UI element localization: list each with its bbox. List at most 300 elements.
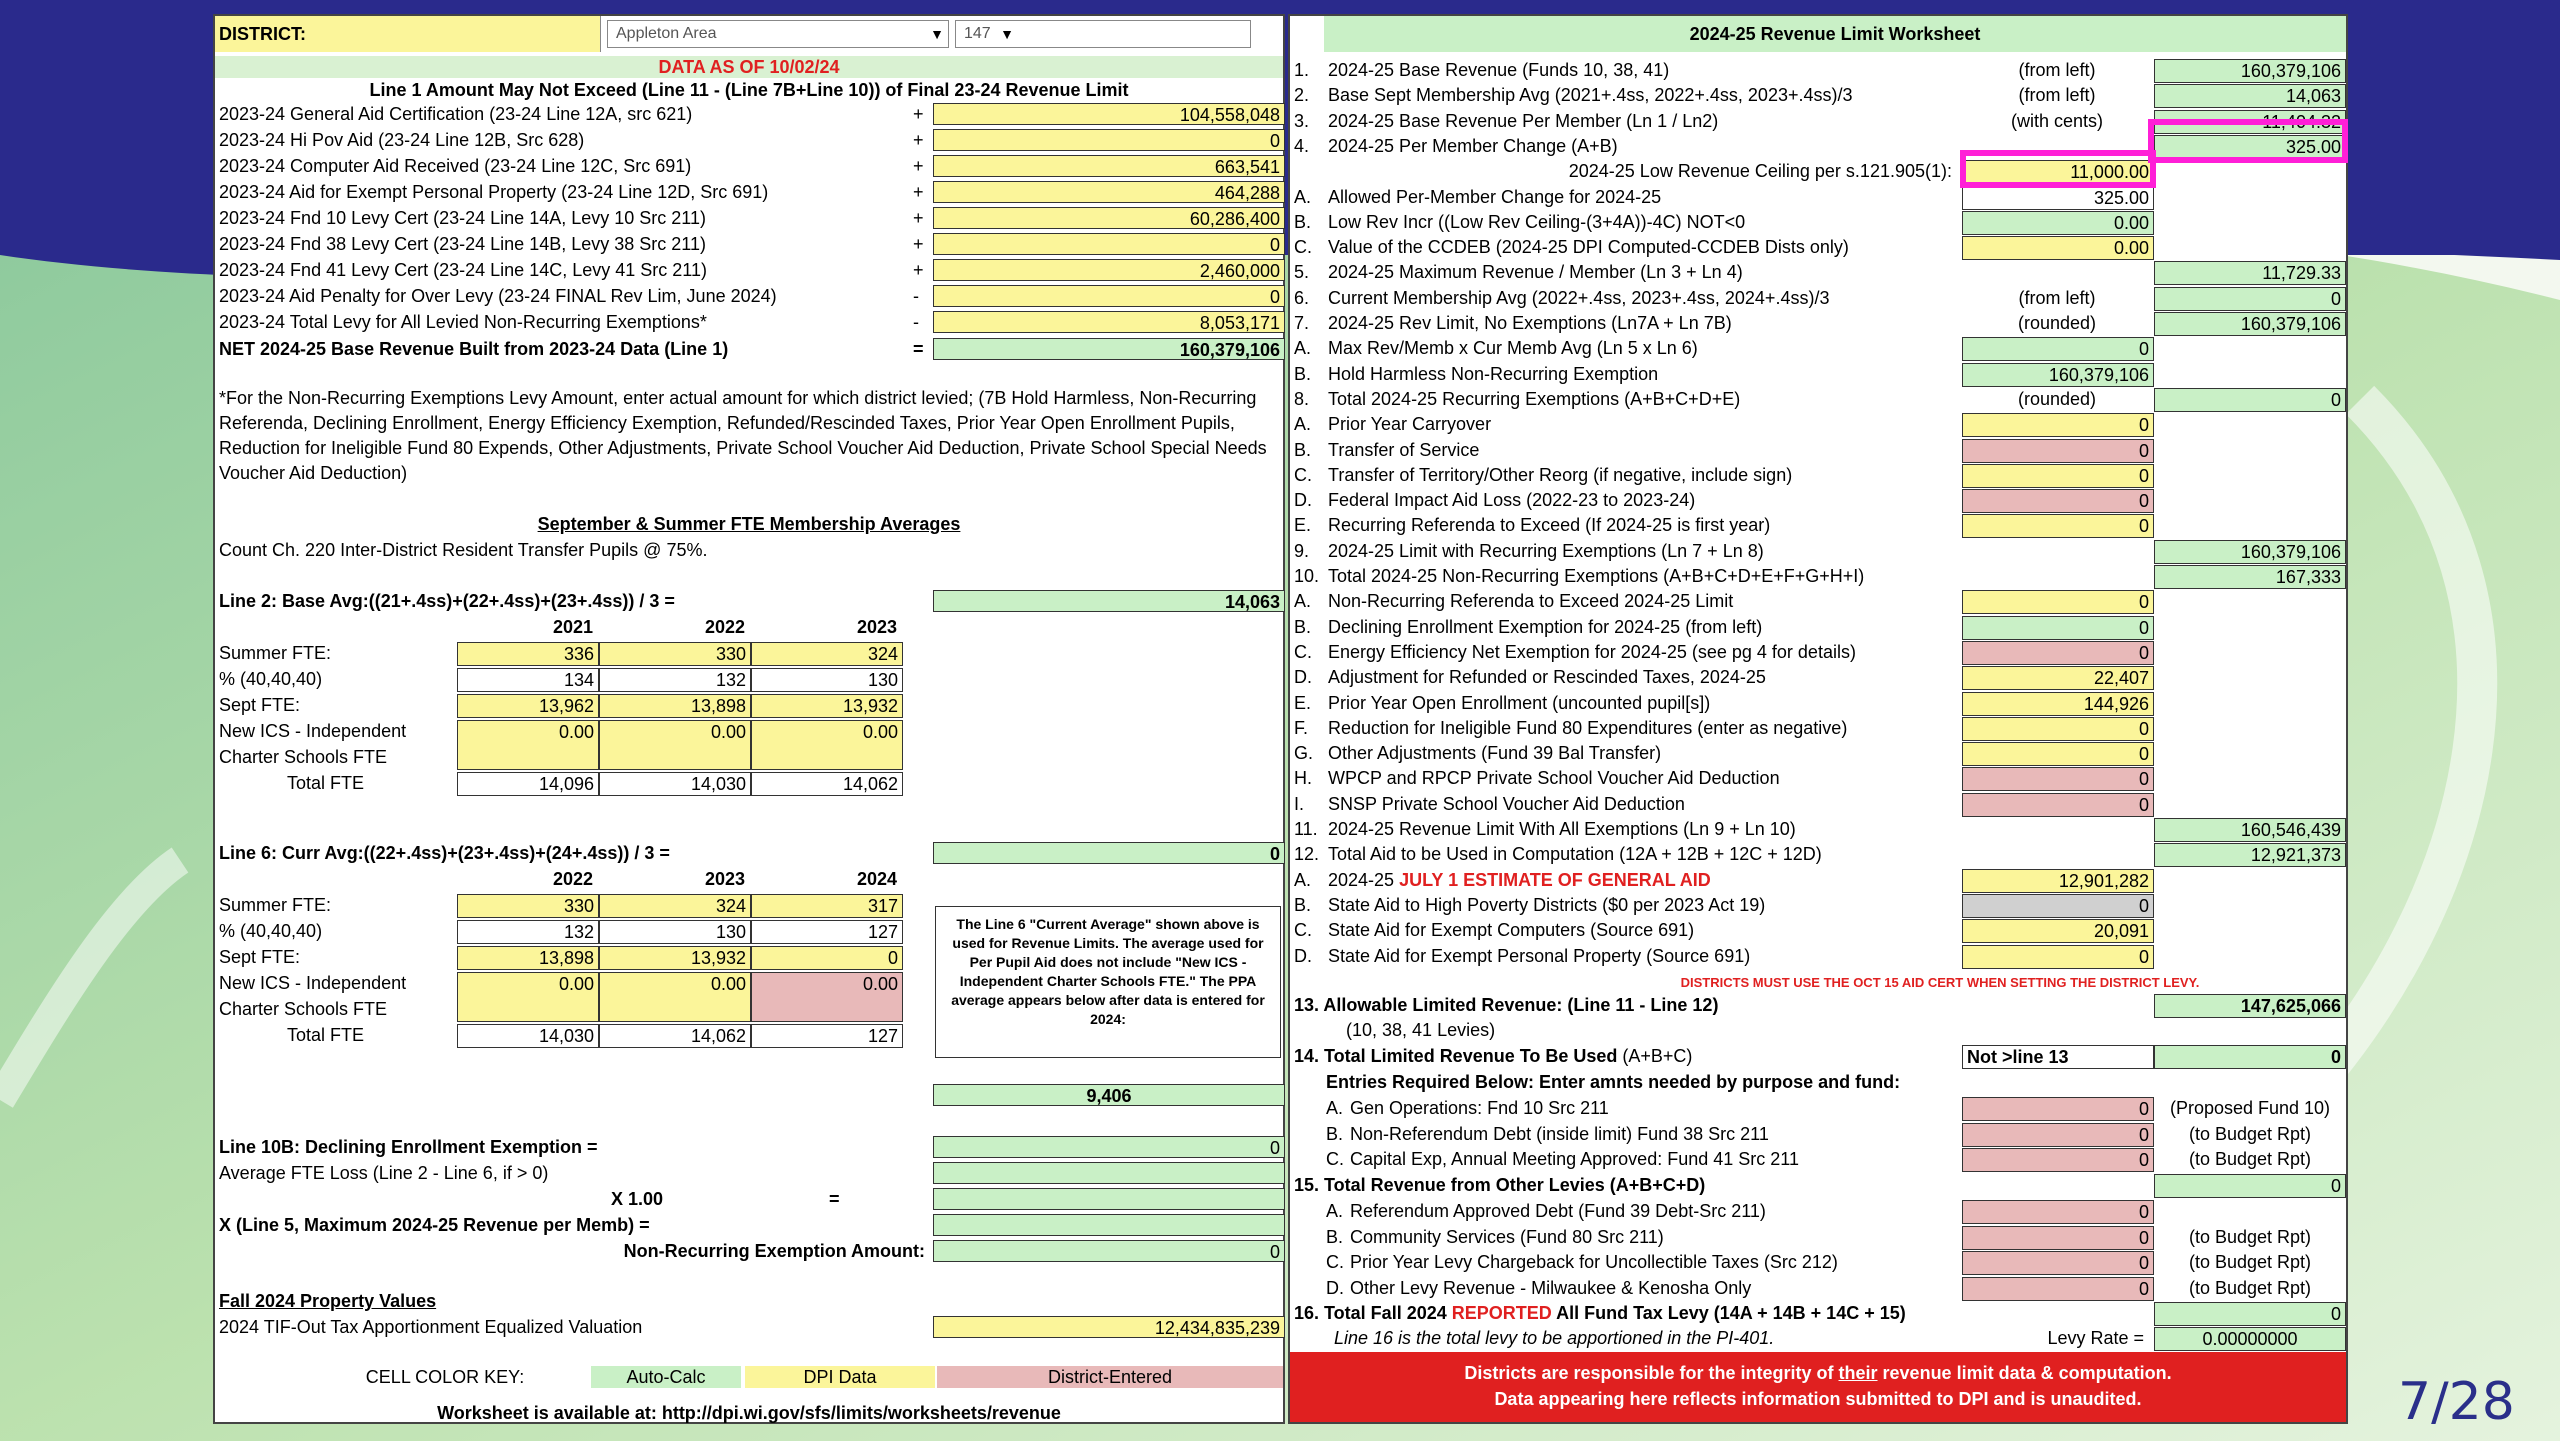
fte-cell-sept[interactable]: 13,898 <box>457 946 599 970</box>
fte-row-label: Total FTE <box>287 773 365 793</box>
line16-label-b: All Fund Tax Levy (14A + 14B + 14C + 15) <box>1551 1303 1906 1323</box>
line1-row-value[interactable]: 663,541 <box>933 155 1285 177</box>
line13-sub: (10, 38, 41 Levies) <box>1346 1020 1496 1040</box>
right-row-label <box>1328 692 1710 714</box>
fte-cell-summer[interactable]: 330 <box>599 642 751 666</box>
right-row-num: 11. <box>1294 819 1318 839</box>
avg-loss-label: Average FTE Loss (Line 2 - Line 6, if > 0) <box>219 1163 549 1183</box>
right-row-label-red: JULY 1 ESTIMATE OF GENERAL AID <box>1399 869 1711 890</box>
line6-label: Line 6: Curr Avg:((22+.4ss)+(23+.4ss)+(24+.4ss)) / 3 = <box>219 843 670 863</box>
right-row-num: G. <box>1294 743 1314 764</box>
fte-cell-summer[interactable]: 324 <box>599 894 751 918</box>
right-row-num: 4. <box>1294 135 1310 156</box>
right-row-label-text: Hold Harmless Non-Recurring Exemption <box>1328 363 1659 384</box>
right-row-label <box>1328 666 1766 688</box>
sub-row-num: A. <box>1326 1098 1344 1118</box>
right-row-num: B. <box>1294 894 1312 915</box>
right-row-label <box>1328 742 1661 764</box>
right-row-label-text: 2024-25 Per Member Change (A+B) <box>1328 135 1618 156</box>
sub-row-num: D. <box>1326 1277 1344 1298</box>
right-row-midvalue[interactable]: 0.00 <box>1962 236 2154 260</box>
right-row-label-text: 2024-25 Revenue Limit With All Exemptions (Ln 9 + Ln 10) <box>1328 819 1796 839</box>
page-number: 7/28 <box>2398 1372 2515 1432</box>
right-row-label <box>1328 945 1750 967</box>
right-row-label <box>1328 337 1698 359</box>
color-key-auto: Auto-Calc <box>591 1366 741 1388</box>
line1-row-label: 2023-24 Total Levy for All Levied Non-Recurring Exemptions* <box>219 312 707 332</box>
fte-cell-ics[interactable]: 0.00 <box>751 972 903 1022</box>
fall-title: Fall 2024 Property Values <box>219 1291 437 1311</box>
right-row-label <box>1328 641 1856 663</box>
right-row-midvalue[interactable]: 11,000.00 <box>1962 160 2154 184</box>
right-row-num: E. <box>1294 515 1312 536</box>
fte-count-note: Count Ch. 220 Inter-District Resident Transfer Pupils @ 75%. <box>219 540 708 560</box>
chevron-down-icon: ▼ <box>1000 26 1014 42</box>
right-row-midvalue: 0 <box>1962 337 2154 361</box>
fte-cell-summer[interactable]: 336 <box>457 642 599 666</box>
fte-year-header: 2022 <box>552 869 593 889</box>
line1-row-sign: + <box>913 182 924 202</box>
sub-row-num: B. <box>1326 1123 1344 1144</box>
right-row-label <box>1328 135 1618 157</box>
right-row-label-text: State Aid for Exempt Computers (Source 691) <box>1328 920 1695 941</box>
right-row-note: (from left) <box>2018 287 2096 308</box>
right-row-label <box>1328 261 1743 283</box>
highlight-low-revenue-ceiling <box>1960 150 2156 188</box>
fte-row-label: Charter Schools FTE <box>219 999 388 1019</box>
right-row-midvalue[interactable]: 0 <box>1962 641 2154 665</box>
fte-cell-ics[interactable]: 0.00 <box>457 720 599 770</box>
fte-cell-total: 14,062 <box>751 772 903 796</box>
district-code-dropdown[interactable] <box>955 20 1251 48</box>
fte-year-header: 2024 <box>856 869 897 889</box>
fte-row-label: Sept FTE: <box>219 947 301 967</box>
color-key-district: District-Entered <box>937 1366 1283 1388</box>
district-code-value: 147 <box>964 25 991 42</box>
right-row-midvalue[interactable]: 0 <box>1962 590 2154 614</box>
right-row-label-text: 2024-25 Limit with Recurring Exemptions (Ln 7 + Ln 8) <box>1328 540 1764 561</box>
color-key-dpi: DPI Data <box>745 1366 935 1388</box>
right-row-label-text: WPCP and RPCP Private School Voucher Aid Deduction <box>1328 768 1780 789</box>
right-row-label-text: Base Sept Membership Avg (2021+.4ss, 2022+.4ss, 2023+.4ss)/3 <box>1328 85 1853 106</box>
right-row-midvalue[interactable]: 12,901,282 <box>1962 869 2154 893</box>
line16-label-a: 16. Total Fall 2024 <box>1294 1303 1452 1323</box>
sub-row-num: A. <box>1326 1201 1344 1221</box>
fte-cell-summer[interactable]: 324 <box>751 642 903 666</box>
line1-row-sign: + <box>913 260 924 280</box>
right-row-note: (from left) <box>2018 85 2096 106</box>
fte-row-label: Summer FTE: <box>219 895 332 915</box>
right-row-num: A. <box>1294 591 1312 612</box>
right-row-value: 160,379,106 <box>2154 540 2346 564</box>
line1-row-value[interactable]: 104,558,048 <box>933 103 1285 125</box>
line1-row-label: 2023-24 Aid Penalty for Over Levy (23-24 FINAL Rev Lim, June 2024) <box>219 286 777 306</box>
footer-line1-a: Districts are responsible for the integrity of <box>1464 1363 1839 1383</box>
fte-row-label: Summer FTE: <box>219 643 332 663</box>
right-row-num: C. <box>1294 641 1312 662</box>
right-row-label <box>1328 919 1694 941</box>
line13-label: 13. Allowable Limited Revenue: (Line 11 - Line 12) <box>1294 995 1719 1015</box>
line1-row-value[interactable]: 0 <box>933 233 1285 255</box>
right-row-num: 1. <box>1294 60 1310 80</box>
right-row-value: 167,333 <box>2154 565 2346 589</box>
right-row-midvalue[interactable]: 0 <box>1962 945 2154 969</box>
right-row-num: D. <box>1294 490 1312 511</box>
line1-row-sign: + <box>913 130 924 150</box>
ppa-value: 9,406 <box>933 1084 1285 1106</box>
x100-value <box>933 1188 1285 1210</box>
district-dropdown[interactable] <box>607 20 949 48</box>
sub-row-value[interactable]: 0 <box>1962 1226 2154 1250</box>
line1-row-sign: - <box>913 312 919 332</box>
right-row-num: A. <box>1294 186 1312 207</box>
fte-year-header: 2023 <box>704 869 745 889</box>
right-row-midvalue[interactable]: 0 <box>1962 489 2154 513</box>
line14-label: 14. Total Limited Revenue To Be Used <box>1294 1046 1618 1066</box>
right-row-num: 2. <box>1294 85 1310 106</box>
worksheet-url[interactable]: Worksheet is available at: http://dpi.wi.gov/sfs/limits/worksheets/revenue <box>437 1403 1061 1423</box>
line1-row-label: 2023-24 Computer Aid Received (23-24 Line 12C, Src 691) <box>219 156 692 176</box>
right-row-value: 0 <box>2154 388 2346 412</box>
line15-label: 15. Total Revenue from Other Levies (A+B+C+D) <box>1294 1175 1706 1195</box>
line15-value: 0 <box>2154 1174 2346 1198</box>
right-row-label <box>1328 616 1762 638</box>
right-row-midvalue[interactable]: 0 <box>1962 413 2154 437</box>
line1-row-label: 2023-24 Fnd 38 Levy Cert (23-24 Line 14B, Levy 38 Src 211) <box>219 234 706 254</box>
right-row-label <box>1328 818 1796 840</box>
fte-row-label: Charter Schools FTE <box>219 747 388 767</box>
levy-rate-label: Levy Rate = <box>2047 1328 2144 1348</box>
line1-row-sign: + <box>913 156 924 176</box>
right-row-midvalue[interactable]: 0 <box>1962 464 2154 488</box>
right-row-value: 11,729.33 <box>2154 261 2346 285</box>
right-row-note: (from left) <box>2018 60 2096 80</box>
right-row-label <box>1328 110 1718 132</box>
line1-row-value[interactable]: 2,460,000 <box>933 259 1285 281</box>
right-row-num: C. <box>1294 237 1312 258</box>
net-value: 160,379,106 <box>933 338 1285 360</box>
line1-row-value[interactable]: 8,053,171 <box>933 311 1285 333</box>
right-row-label <box>1328 489 1695 511</box>
right-row-label-text: SNSP Private School Voucher Aid Deduction <box>1328 793 1685 814</box>
right-row-midvalue[interactable]: 0 <box>1962 793 2154 817</box>
line1-title: Line 1 Amount May Not Exceed (Line 11 - (Line 7B+Line 10)) of Final 23-24 Revenue Limit <box>369 80 1129 100</box>
nonrecurring-footnote: *For the Non-Recurring Exemptions Levy Amount, enter actual amount for which district levied; (7B Hold Harmless, Non-Recurring Referenda, Declining Enrollment, Energy Efficiency Exemption, Refunded/Rescinded Taxes, Prior Year Open Enrollment Pupils, Reduction for Ineligible Fund 80 Expends, Other Adjustments, Private School Voucher Aid Deduction, Private School Special Needs Voucher Aid Deduction) <box>219 388 1267 483</box>
fte-row-label: New ICS - Independent <box>219 973 407 993</box>
line13-value: 147,625,066 <box>2154 994 2346 1018</box>
fte-year-header: 2023 <box>856 617 897 637</box>
sub-row-note: (to Budget Rpt) <box>2188 1252 2312 1272</box>
sub-row-value[interactable]: 0 <box>1962 1200 2154 1224</box>
right-row-num: C. <box>1294 920 1312 941</box>
sub-row-value[interactable]: 0 <box>1962 1123 2154 1147</box>
right-row-label <box>1328 287 1829 309</box>
fte-cell-ics[interactable]: 0.00 <box>599 972 751 1022</box>
right-row-label <box>1328 894 1765 916</box>
right-row-midvalue[interactable]: 0 <box>1962 439 2154 463</box>
right-row-num: B. <box>1294 363 1312 384</box>
right-row-num: B. <box>1294 439 1312 460</box>
right-row-label-text: 2024-25 Base Revenue Per Member (Ln 1 / Ln2) <box>1328 110 1719 131</box>
right-row-midvalue[interactable]: 0 <box>1962 742 2154 766</box>
right-row-label <box>1328 59 1669 81</box>
right-row-label-text: Reduction for Ineligible Fund 80 Expenditures (enter as negative) <box>1328 717 1848 738</box>
tif-label: 2024 TIF-Out Tax Apportionment Equalized Valuation <box>219 1317 643 1337</box>
fte-cell-summer[interactable]: 317 <box>751 894 903 918</box>
line1-row-label: 2023-24 Hi Pov Aid (23-24 Line 12B, Src 628) <box>219 130 585 150</box>
line10b-label: Line 10B: Declining Enrollment Exemption = <box>219 1137 598 1157</box>
right-row-label-text: Transfer of Territory/Other Reorg (if negative, include sign) <box>1328 464 1793 485</box>
district-label: DISTRICT: <box>219 24 306 44</box>
fte-cell-summer[interactable]: 330 <box>457 894 599 918</box>
line1-row-label: 2023-24 General Aid Certification (23-24 Line 12A, src 621) <box>219 104 693 124</box>
right-row-num: A. <box>1294 414 1312 435</box>
right-row-label <box>1328 388 1740 410</box>
line1-row-label: 2023-24 Fnd 41 Levy Cert (23-24 Line 14C, Levy 41 Src 211) <box>219 260 707 280</box>
sub-row-note: (Proposed Fund 10) <box>2169 1098 2331 1118</box>
line1-row-value[interactable]: 0 <box>933 129 1285 151</box>
right-row-label <box>1328 236 1849 258</box>
district-select-value: Appleton Area <box>616 25 717 42</box>
sub-row-value[interactable]: 0 <box>1962 1148 2154 1172</box>
sub-row-label: Prior Year Levy Chargeback for Uncollectible Taxes (Src 212) <box>1350 1252 1838 1272</box>
right-row-label <box>1328 565 1864 587</box>
footer-their: their <box>1838 1363 1878 1383</box>
fte-year-header: 2021 <box>552 617 593 637</box>
sub-row-num: C. <box>1326 1252 1344 1272</box>
tif-value[interactable]: 12,434,835,239 <box>933 1316 1285 1338</box>
line1-row-value[interactable]: 464,288 <box>933 181 1285 203</box>
right-row-num: A. <box>1294 869 1312 890</box>
line14-suffix: (A+B+C) <box>1617 1046 1693 1066</box>
left-worksheet <box>213 14 1285 1424</box>
fte-cell-total: 14,096 <box>457 772 599 796</box>
right-row-label-text: Other Adjustments (Fund 39 Bal Transfer) <box>1328 743 1662 764</box>
line16-value: 0 <box>2154 1302 2346 1326</box>
right-row-label-text: Federal Impact Aid Loss (2022-23 to 2023-24) <box>1328 490 1696 511</box>
right-row-label <box>1328 514 1770 536</box>
color-key-label: CELL COLOR KEY: <box>365 1367 525 1387</box>
right-row-label-text: Prior Year Open Enrollment (uncounted pupil[s]) <box>1328 692 1711 713</box>
right-row-label-text: State Aid for Exempt Personal Property (Source 691) <box>1328 945 1751 966</box>
fte-cell-sept[interactable]: 13,932 <box>599 946 751 970</box>
line10b-value: 0 <box>933 1136 1285 1158</box>
right-row-midvalue: 325.00 <box>1962 186 2154 210</box>
right-row-midvalue: 0.00 <box>1962 211 2154 235</box>
right-row-label-text: Total Aid to be Used in Computation (12A + 12B + 12C + 12D) <box>1328 844 1822 865</box>
right-row-label-text: Allowed Per-Member Change for 2024-25 <box>1328 186 1662 207</box>
line16-label-red: REPORTED <box>1451 1303 1552 1323</box>
right-row-num: I. <box>1294 793 1305 814</box>
right-row-label <box>1328 211 1745 233</box>
fte-row-label: % (40,40,40) <box>219 669 323 689</box>
right-row-note: (rounded) <box>2017 388 2097 409</box>
right-row-midvalue[interactable]: 0 <box>1962 767 2154 791</box>
fte-cell-pct: 130 <box>751 668 903 692</box>
right-row-label-text: Prior Year Carryover <box>1328 414 1492 435</box>
right-row-midvalue[interactable]: 0 <box>1962 514 2154 538</box>
right-row-value: 160,379,106 <box>2154 59 2346 83</box>
right-row-midvalue: 0 <box>1962 894 2154 918</box>
right-row-label-text: 2024-25 Base Revenue (Funds 10, 38, 41) <box>1328 60 1670 80</box>
fte-cell-total: 14,062 <box>599 1024 751 1048</box>
right-row-label <box>1328 312 1732 334</box>
entries-label: Entries Required Below: Enter amnts needed by purpose and fund: <box>1326 1072 1901 1092</box>
fte-cell-ics[interactable]: 0.00 <box>751 720 903 770</box>
right-row-num: E. <box>1294 692 1312 713</box>
sub-row-label: Referendum Approved Debt (Fund 39 Debt-Src 211) <box>1350 1201 1766 1221</box>
sub-row-label: Capital Exp, Annual Meeting Approved: Fund 41 Src 211 <box>1350 1149 1799 1169</box>
fte-cell-sept[interactable]: 13,932 <box>751 694 903 718</box>
right-row-label-text: 2024-25 Maximum Revenue / Member (Ln 3 + Ln 4) <box>1328 262 1743 283</box>
right-row-midvalue: 0 <box>1962 616 2154 640</box>
right-row-label-text: Value of the CCDEB (2024-25 DPI Computed-CCDEB Dists only) <box>1328 237 1849 258</box>
line6-note: The Line 6 "Current Average" shown above is used for Revenue Limits. The average used for Per Pupil Aid does not include "New ICS - Independent Charter Schools FTE." The PPA average appears below after data is entered for 2024: <box>935 906 1281 1058</box>
right-row-num: B. <box>1294 616 1312 637</box>
right-row-num: 12. <box>1294 844 1320 865</box>
line1-row-value[interactable]: 60,286,400 <box>933 207 1285 229</box>
right-row-label <box>1328 464 1792 486</box>
line2-label: Line 2: Base Avg:((21+.4ss)+(22+.4ss)+(23+.4ss)) / 3 = <box>219 591 675 611</box>
right-row-label <box>1328 767 1780 789</box>
net-sign: = <box>913 339 924 359</box>
right-row-label-text: Low Rev Incr ((Low Rev Ceiling-(3+4A))-4C) NOT<0 <box>1328 211 1746 232</box>
fte-row-label: New ICS - Independent <box>219 721 407 741</box>
sub-row-value[interactable]: 0 <box>1962 1251 2154 1275</box>
right-row-label-text: Non-Recurring Referenda to Exceed 2024-25 Limit <box>1328 591 1734 612</box>
line1-row-value[interactable]: 0 <box>933 285 1285 307</box>
right-row-value: 12,921,373 <box>2154 843 2346 867</box>
fte-cell-total: 127 <box>751 1024 903 1048</box>
fte-row-label: Total FTE <box>287 1025 365 1045</box>
right-row-label: 2024-25 Low Revenue Ceiling per s.121.905(1): <box>1568 161 1952 182</box>
line16-note: Line 16 is the total levy to be apportioned in the PI-401. <box>1334 1328 1775 1348</box>
line1-row-label: 2023-24 Aid for Exempt Personal Property (23-24 Line 12D, Src 691) <box>219 182 769 202</box>
sub-row-label: Other Levy Revenue - Milwaukee & Kenosha Only <box>1350 1277 1752 1298</box>
right-row-value: 0 <box>2154 287 2346 311</box>
fte-row-label: % (40,40,40) <box>219 921 323 941</box>
line2-value: 14,063 <box>933 590 1285 612</box>
right-row-value: 160,379,106 <box>2154 312 2346 336</box>
right-row-num: A. <box>1294 338 1312 359</box>
right-row-label-text: Energy Efficiency Net Exemption for 2024-25 (see pg 4 for details) <box>1328 641 1856 662</box>
right-row-midvalue[interactable]: 20,091 <box>1962 919 2154 943</box>
fte-cell-pct: 132 <box>599 668 751 692</box>
right-row-label <box>1328 363 1658 385</box>
right-row-label <box>1328 590 1733 612</box>
sub-row-label: Gen Operations: Fnd 10 Src 211 <box>1350 1098 1609 1118</box>
right-row-value: 14,063 <box>2154 84 2346 108</box>
fte-cell-pct: 132 <box>457 920 599 944</box>
fte-cell-ics[interactable]: 0.00 <box>457 972 599 1022</box>
sub-row-value[interactable]: 0 <box>1962 1277 2154 1301</box>
fte-cell-sept[interactable]: 13,962 <box>457 694 599 718</box>
fte-title: September & Summer FTE Membership Averages <box>537 514 961 534</box>
right-row-midvalue: 160,379,106 <box>1962 363 2154 387</box>
sub-row-value[interactable]: 0 <box>1962 1097 2154 1121</box>
fte-cell-pct: 134 <box>457 668 599 692</box>
right-row-note: (with cents) <box>2010 110 2104 131</box>
fte-cell-sept[interactable]: 0 <box>751 946 903 970</box>
right-row-num: 3. <box>1294 110 1310 131</box>
right-row-label <box>1328 186 1661 208</box>
right-row-label <box>1328 84 1853 106</box>
right-row-label-text: Max Rev/Memb x Cur Memb Avg (Ln 5 x Ln 6) <box>1328 338 1698 359</box>
right-row-label <box>1328 869 1711 891</box>
right-row-label-text: Total 2024-25 Recurring Exemptions (A+B+C+D+E) <box>1328 388 1741 409</box>
net-label: NET 2024-25 Base Revenue Built from 2023-24 Data (Line 1) <box>219 339 729 359</box>
right-row-num: 7. <box>1294 313 1310 333</box>
highlight-per-member-change <box>2148 119 2348 163</box>
fte-cell-pct: 127 <box>751 920 903 944</box>
right-row-num: H. <box>1294 768 1312 789</box>
right-row-midvalue[interactable]: 0 <box>1962 717 2154 741</box>
nonrec-value: 0 <box>933 1240 1285 1262</box>
sub-row-note: (to Budget Rpt) <box>2188 1123 2312 1144</box>
right-row-label <box>1328 717 1847 739</box>
levy-rate-value: 0.00000000 <box>2154 1327 2346 1351</box>
right-row-midvalue[interactable]: 144,926 <box>1962 692 2154 716</box>
fte-year-header: 2022 <box>704 617 745 637</box>
data-as-of: DATA AS OF 10/02/24 <box>658 57 840 77</box>
right-row-num: 10. <box>1294 566 1320 586</box>
right-row-label <box>1328 793 1685 815</box>
fte-row-label: Sept FTE: <box>219 695 301 715</box>
sub-row-num: C. <box>1326 1149 1344 1169</box>
line1-row-sign: - <box>913 286 919 306</box>
right-row-value: 11,404.32 <box>2154 110 2346 134</box>
fte-cell-total: 14,030 <box>457 1024 599 1048</box>
avg-loss-value <box>933 1162 1285 1184</box>
right-row-label <box>1328 413 1491 435</box>
right-row-label-text: Total 2024-25 Non-Recurring Exemptions (A+B+C+D+E+F+G+H+I) <box>1328 566 1865 586</box>
x-line5-label: X (Line 5, Maximum 2024-25 Revenue per Memb) = <box>219 1215 650 1235</box>
right-worksheet <box>1288 14 2348 1424</box>
sub-row-note: (to Budget Rpt) <box>2188 1149 2312 1169</box>
fte-cell-ics[interactable]: 0.00 <box>599 720 751 770</box>
fte-cell-pct: 130 <box>599 920 751 944</box>
right-row-num: D. <box>1294 667 1312 688</box>
footer-line2: Data appearing here reflects information submitted to DPI and is unaudited. <box>1494 1389 2142 1409</box>
sub-row-note: (to Budget Rpt) <box>2188 1277 2312 1298</box>
sub-row-label: Community Services (Fund 80 Src 211) <box>1350 1226 1664 1247</box>
right-row-num: 8. <box>1294 388 1310 409</box>
right-row-num: 5. <box>1294 262 1310 283</box>
sub-row-label: Non-Referendum Debt (inside limit) Fund 38 Src 211 <box>1350 1123 1769 1144</box>
right-title: 2024-25 Revenue Limit Worksheet <box>1689 24 1981 44</box>
nonrec-label: Non-Recurring Exemption Amount: <box>623 1241 925 1261</box>
right-row-num: C. <box>1294 464 1312 485</box>
x-line5-value <box>933 1214 1285 1236</box>
right-row-label-text: Transfer of Service <box>1328 439 1480 460</box>
right-row-num: F. <box>1294 717 1309 738</box>
right-row-label-text: 2024-25 Rev Limit, No Exemptions (Ln7A + Ln 7B) <box>1328 313 1732 333</box>
line6-value: 0 <box>933 842 1285 864</box>
right-row-num: 6. <box>1294 287 1310 308</box>
line1-row-sign: + <box>913 234 924 254</box>
right-row-value: 160,546,439 <box>2154 818 2346 842</box>
line1-row-sign: + <box>913 208 924 228</box>
right-row-note: (rounded) <box>2017 313 2097 333</box>
line14-value: 0 <box>2154 1045 2346 1069</box>
right-row-label-text: Current Membership Avg (2022+.4ss, 2023+.4ss, 2024+.4ss)/3 <box>1328 287 1830 308</box>
right-row-num: 9. <box>1294 540 1310 561</box>
right-row-value: 325.00 <box>2154 135 2346 159</box>
right-row-label <box>1328 540 1764 562</box>
fte-cell-sept[interactable]: 13,898 <box>599 694 751 718</box>
right-row-label-text: 2024-25 <box>1328 869 1400 890</box>
right-row-midvalue[interactable]: 22,407 <box>1962 666 2154 690</box>
